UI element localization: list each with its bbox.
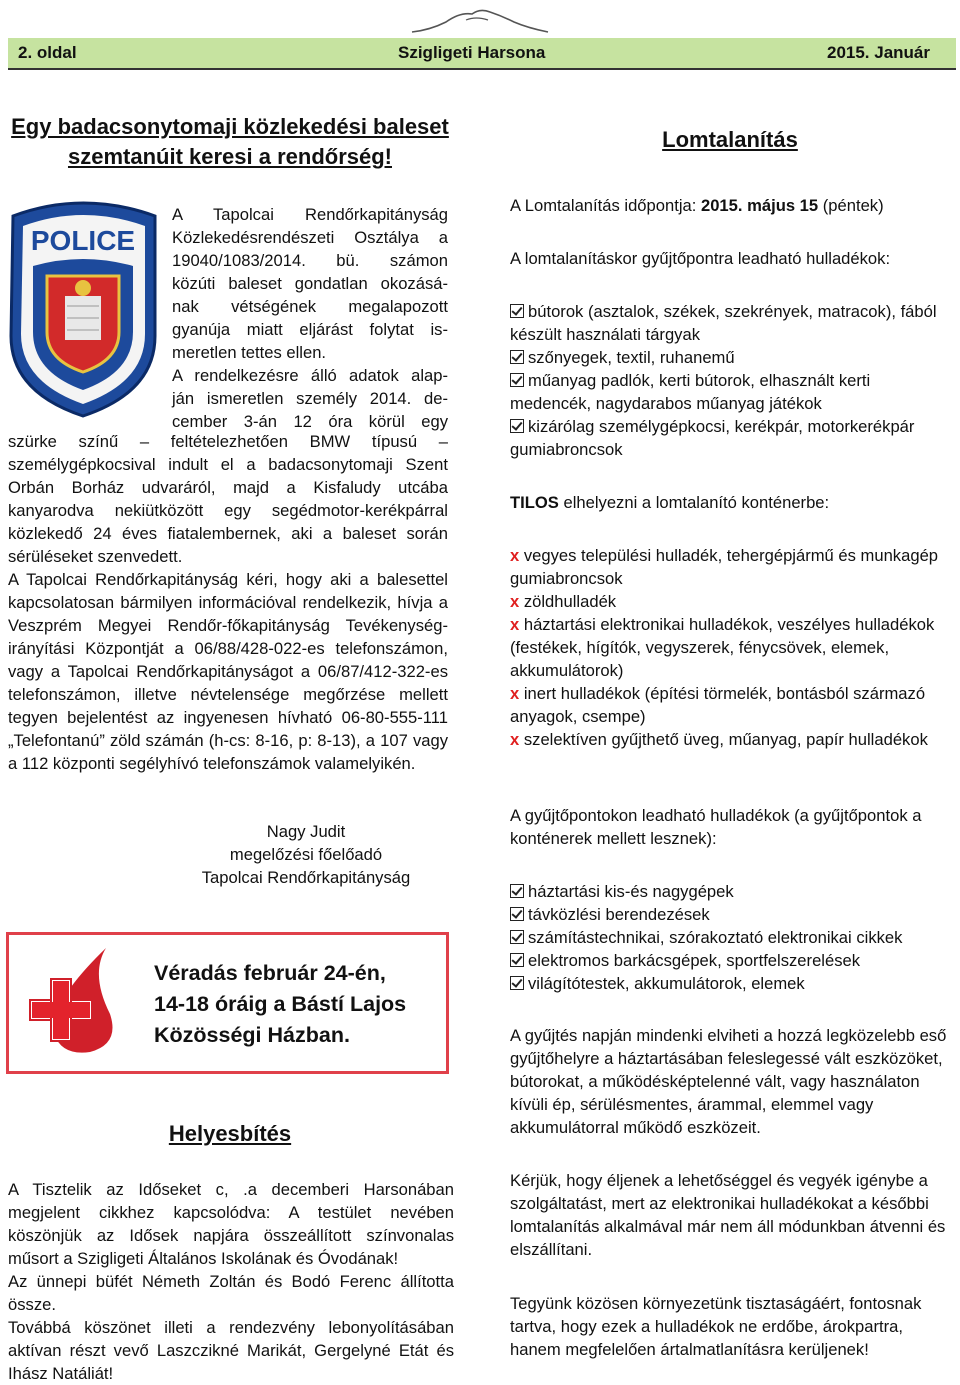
collection-item-text: világítótestek, akkumulátorok, elemek [528,974,805,993]
collection-item-text: távközlési berendezések [528,905,710,924]
checkbox-icon [510,419,524,433]
blood-drop-cross-icon [20,944,126,1056]
x-mark-icon: x [510,730,524,749]
collection-item-text: elektromos barkácsgépek, sportfelszerelések [528,951,861,970]
police-body-1: szürke színű – feltételezhetően BMW típusú – személygépkocsival indult el a badacsonytomaji Szent Orbán Borház udvaráról, majd a Kisfaludy utcába kanyarodva nekiütközött egy segédmotor-kerékpárral közlekedő 24 éves fiatalembernek, aki a baleset során sérüléseket szenvedett. [8,432,448,566]
allowed-item [510,369,952,415]
forbidden-item [510,682,946,728]
forbidden-item-text: inert hulladékok (építési törmelék, bontásból származó anyagok, csempe) [510,684,926,726]
checkbox-icon [510,304,524,318]
x-mark-icon: x [510,615,524,634]
correction-para: Az ünnepi büfét Németh Zoltán és Bodó Ferenc állította össze. [8,1272,454,1314]
police-intro [172,203,448,433]
collection-date [510,194,950,217]
page-number: 2. oldal [18,43,77,62]
masthead-hill-logo [410,2,550,36]
forbidden-item-text: zöldhulladék [523,592,617,611]
correction-para: Továbbá köszönet illeti a rendezvény lebonyolításában aktívan részt vevő Laszczikné Marikát, Gergelyné Etát és Ihász Natáliát! [8,1318,454,1383]
correction-body [8,1178,454,1385]
collection-item [510,972,952,995]
police-badge-logo [5,196,161,420]
collection-item [510,903,952,926]
intro-line: A Tapolcai Rendőrkapitányság [172,205,448,224]
collection-item-text: háztartási kis-és nagygépek [528,882,734,901]
blood-donation-text [154,958,444,1051]
date-prefix: A Lomtalanítás időpontja: [510,196,701,215]
intro-line: közúti baleset gondatlan okozásá- [172,274,448,293]
checkbox-icon [510,350,524,364]
intro-line: cember 3-án 12 óra körül egy [172,412,448,431]
intro-line: ján ismeretlen személy 2014. de- [172,389,448,408]
forbidden-item [510,613,946,682]
allowed-item-text: műanyag padlók, kerti bútorok, elhasznált kerti medencék, nagydarabos műanyag játékok [510,371,871,413]
intro-line: A rendelkezésre álló adatok alap- [172,366,448,385]
checkbox-icon [510,373,524,387]
signature-name: Nagy Judit [266,822,346,841]
collection-list [510,880,952,995]
checkbox-icon [510,884,524,898]
collection-item [510,926,952,949]
signature-block [150,820,462,889]
correction-para: A Tisztelik az Időseket c, .a decemberi Harsonában megjelent cikkhez kapcsolódva: A testület nevében köszönjük az Idősek napjára összeállított színvonalas műsort a Szigligeti Általános Iskolának és Óvodának! [8,1180,454,1268]
issue-date: 2015. Január [826,43,930,62]
lomtalanitas-title: Lomtalanítás [662,127,798,152]
allowed-item-text: bútorok (asztalok, székek, szekrények, matracok), fából készült használati tárgyak [510,302,937,344]
intro-line: 19040/1083/2014. bü. számon [172,251,448,270]
blood-line: 14-18 óráig a Bástí Lajos [154,992,407,1016]
correction-title: Helyesbítés [168,1121,292,1146]
forbidden-heading [510,491,950,514]
x-mark-icon: x [510,546,524,565]
x-mark-icon: x [510,592,524,611]
request-paragraph: Kérjük, hogy éljenek a lehetőséggel és vegyék igénybe a szolgáltatást, mert az elektronikai hulladékokat a későbbi lomtalanítás alkalmával már nem áll módunkban átvenni és elszállítani. [510,1171,946,1259]
allowed-item [510,415,952,461]
x-mark-icon: x [510,684,524,703]
allowed-list [510,300,952,461]
forbidden-bold: TILOS [510,493,559,512]
police-body-2: A Tapolcai Rendőrkapitányság kéri, hogy aki a balesettel kapcsolatosan bármilyen információval rendelkezik, hívja a Veszprém Megyei Rendőr-főkapitányság Tevékenység-irányítási Központját a 06/88/428-022-es telefonszámon, vagy a Tapolcai Rendőrkapitányságot a 06/87/412-322-es telefonszámon, illetve névtelensége megőrzése mellett tegyen bejelentést az ingyenesen hívható 06-80-555-111 „Telefontanú” zöld számán (h-cs: 8-16, p: 8-13), a 107 vagy a 112 központi segélyhívó telefonszámok valamelyikén. [8,570,448,773]
date-bold: 2015. május 15 [700,196,819,215]
page-header [8,38,956,70]
allowed-item-text: kizárólag személygépkocsi, kerékpár, motorkerékpár gumiabroncsok [510,417,915,459]
signature-org: Tapolcai Rendőrkapitányság [201,868,411,887]
paper-name: Szigligeti Harsona [398,43,546,62]
intro-line: nak vétségének megalapozott [172,297,448,316]
checkbox-icon [510,953,524,967]
allowed-item [510,300,952,346]
allowed-item [510,346,952,369]
forbidden-item [510,590,946,613]
forbidden-item-text: szelektíven gyűjthető üveg, műanyag, papír hulladékok [523,730,928,749]
intro-line: gyanúja miatt eljárást folytat is- [172,320,448,339]
blood-line: Véradás február 24-én, [154,961,386,985]
intro-line: Közlekedésrendészeti Osztálya a [172,228,448,247]
forbidden-item-text: háztartási elektronikai hulladékok, veszélyes hulladékok (festékek, hígítók, vegyszerek, fénycsövek, elemek, akkumulátorok) [510,615,935,680]
badge-police-text: POLICE [30,225,136,256]
forbidden-rest: elhelyezni a lomtalanító konténerbe: [558,493,830,512]
allowed-heading: A lomtalanításkor gyűjtőpontra leadható hulladékok: [510,249,891,268]
clean-paragraph: Tegyünk közösen környezetünk tisztaságáért, fontosnak tartva, hogy ezek a hulladékok ne erdőbe, árokpartra, hanem megfelelően ártalmatlanításra kerüljenek! [510,1294,922,1359]
forbidden-item-text: vegyes települési hulladék, tehergépjármű és munkagép gumiabroncsok [510,546,939,588]
collection-paragraph: A gyűjtés napján mindenki elviheti a hozzá legközelebb eső gyűjtőhelyre a háztartásában feleslegessé vált eszközöket, bútorokat, a működésképtelenné vált, vagy használaton kívüli ép, sérülésmentes, árammal, elemmel vagy akkumulátorral működő eszközeit. [510,1026,947,1137]
blood-line: Közösségi Házban. [154,1023,350,1047]
collection-item [510,949,952,972]
signature-role: megelőzési főelőadó [229,845,383,864]
police-article-title: Egy badacsonytomaji közlekedési baleset szemtanúit keresi a rendőrség! [11,114,449,169]
collection-item-text: számítástechnikai, szórakoztató elektronikai cikkek [528,928,903,947]
forbidden-item [510,728,946,751]
collection-heading: A gyűjtőpontokon leadható hulladékok (a gyűjtőpontok a konténerek mellett lesznek): [510,806,922,848]
forbidden-item [510,544,946,590]
intro-line: meretlen tettes ellen. [172,343,327,362]
checkbox-icon [510,907,524,921]
date-suffix: (péntek) [818,196,884,215]
allowed-item-text: szőnyegek, textil, ruhanemű [528,348,735,367]
checkbox-icon [510,976,524,990]
forbidden-list [510,544,946,751]
checkbox-icon [510,930,524,944]
collection-item [510,880,952,903]
